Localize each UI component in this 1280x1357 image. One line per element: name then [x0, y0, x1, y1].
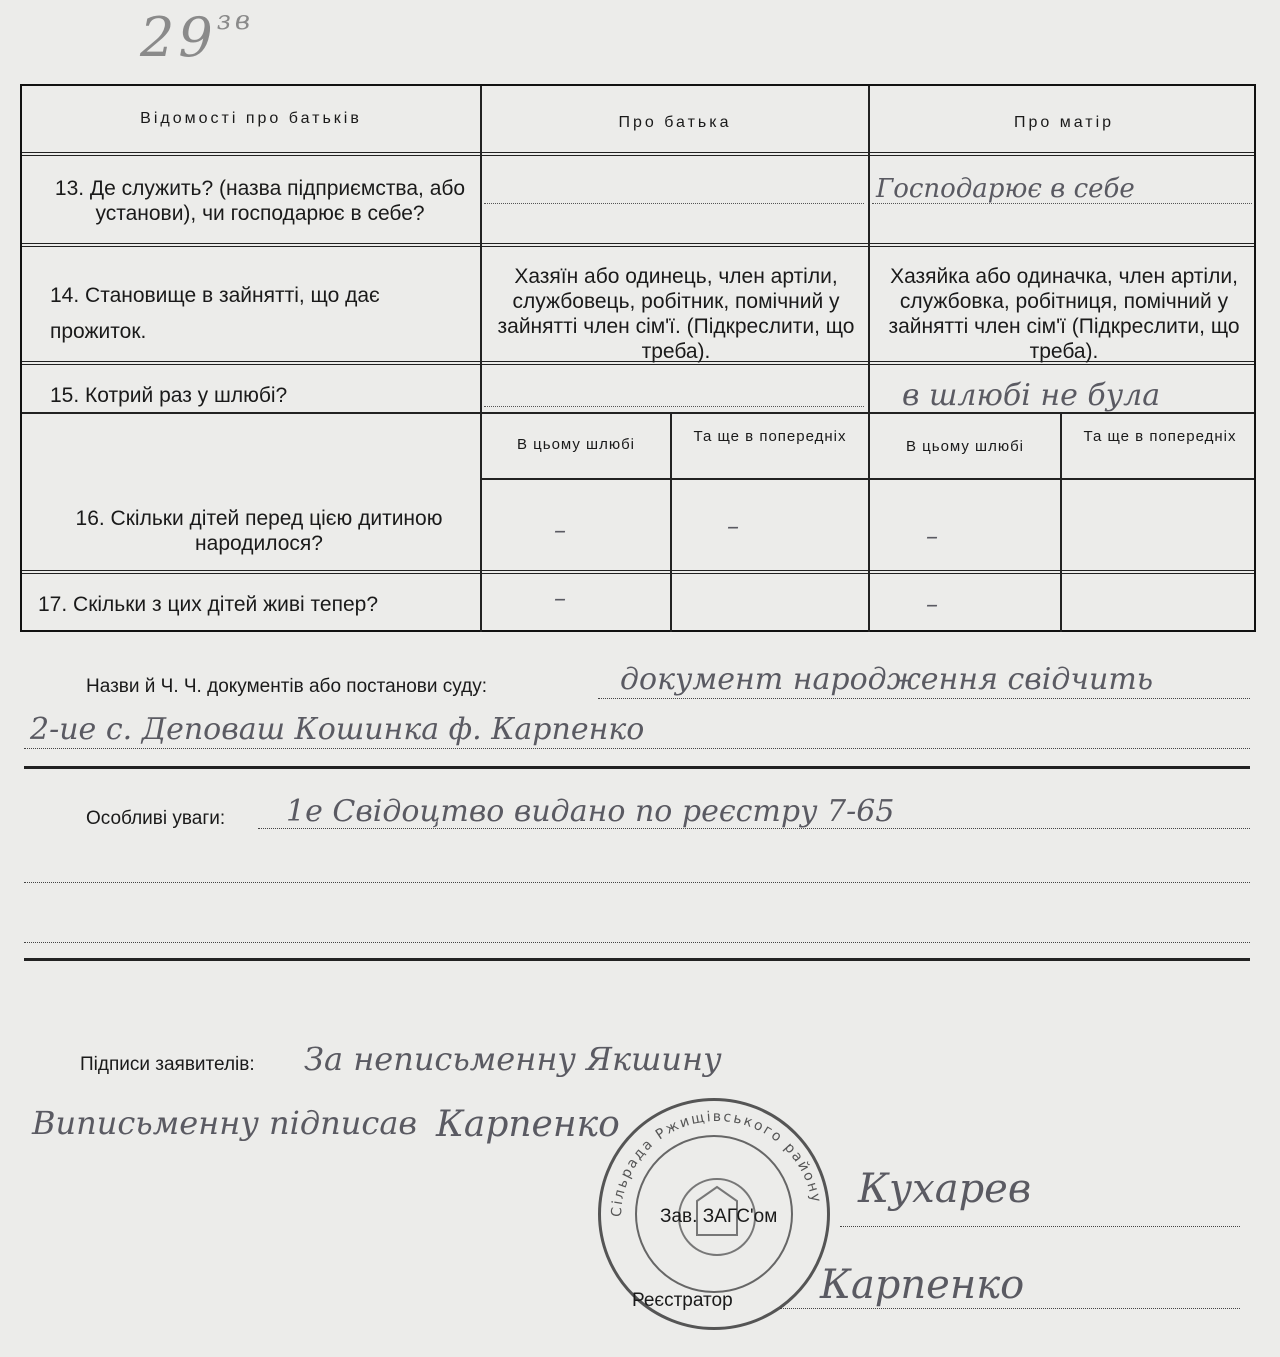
applicants-handwritten-2: Виписьменну підписав	[32, 1104, 418, 1142]
row16-value-3: –	[926, 522, 938, 550]
row15-mother-answer: в шлюбі не була	[902, 378, 1161, 413]
parents-info-table	[20, 84, 1256, 632]
row14-question: 14. Становище в зайнятті, що дає прожиток.	[50, 284, 380, 343]
head-label: Зав. ЗАГС'ом	[660, 1206, 778, 1227]
stamp-text: Сільрада Ржищівського району	[608, 1108, 825, 1218]
row16-question: 16. Скільки дітей перед цією дитиною народилося?	[75, 507, 443, 555]
registrar-signature: Карпенко	[820, 1262, 1025, 1308]
row14-mother-options: Хазяйка або одиначка, член артіли, службовка, робітниця, помічний у зайнятті член сім'ї (Підкреслити, що треба).	[888, 265, 1240, 363]
row14-father-options: Хазяїн або одинець, член артіли, службовець, робітник, помічний у зайнятті член сім'ї. (Підкреслити, що треба).	[497, 265, 855, 363]
remarks-handwritten: 1е Свідоцтво видано по реєстру 7-65	[286, 794, 895, 829]
registrar-label: Реєстратор	[632, 1290, 733, 1311]
applicants-signature: Карпенко	[436, 1104, 620, 1145]
svg-text:Сільрада Ржищівського району	[609, 1109, 824, 1217]
row17-question: 17. Скільки з цих дітей живі тепер?	[38, 593, 378, 616]
applicants-signature-label: Підписи заявителів:	[80, 1054, 255, 1075]
header-father: Про батька	[618, 114, 732, 131]
applicants-handwritten: За неписьменну Якшину	[304, 1040, 722, 1078]
page-number: $29^{зв}$	[140, 6, 255, 69]
documents-handwritten-line1: документ народження свідчить	[620, 662, 1154, 697]
head-signature: Кухарев	[858, 1166, 1032, 1212]
subheader-mother-previous: Та ще в попередніх	[1083, 428, 1237, 445]
row15-question: 15. Котрий раз у шлюбі?	[50, 384, 288, 407]
row17-value-1: –	[554, 584, 566, 612]
documents-handwritten-line2: 2-ие с. Деповаш Кошинка ф. Карпенко	[30, 712, 645, 747]
header-mother: Про матір	[1013, 114, 1115, 131]
row16-value-1: –	[554, 516, 566, 544]
row17-value-3: –	[926, 590, 938, 618]
subheader-mother-this-marriage: В цьому шлюбі	[905, 438, 1025, 455]
subheader-father-this-marriage: В цьому шлюбі	[516, 436, 636, 453]
documents-label: Назви й Ч. Ч. документів або постанови суду:	[86, 676, 487, 697]
row13-mother-answer: Господарює в себе	[876, 174, 1135, 204]
subheader-father-previous: Та ще в попередніх	[693, 428, 847, 445]
remarks-label: Особливі уваги:	[86, 808, 226, 829]
row13-question: 13. Де служить? (назва підприємства, або установи), чи господарює в себе?	[54, 177, 466, 225]
row16-value-2: –	[727, 512, 739, 540]
header-parents-info: Відомості про батьків	[140, 110, 362, 127]
